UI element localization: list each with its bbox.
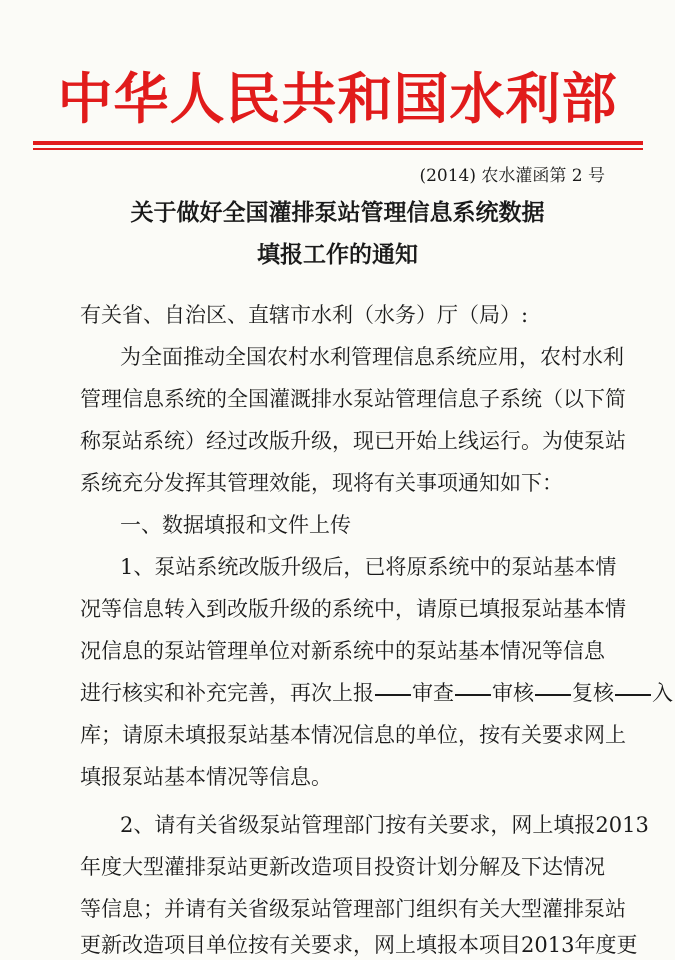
- paragraph-1-line-3: 称泵站系统）经过改版升级，现已开始上线运行。为使泵站: [80, 429, 626, 453]
- salutation: 有关省、自治区、直辖市水利（水务）厅（局）:: [80, 303, 529, 327]
- flow-step-recheck: 复核: [572, 681, 614, 705]
- notice-title-line-2: 填报工作的通知: [257, 241, 418, 268]
- item-2-line-2: 年度大型灌排泵站更新改造项目投资计划分解及下达情况: [80, 855, 605, 879]
- item-2-line-4: 更新改造项目单位按有关要求，网上填报本项目2013年度更: [80, 933, 638, 957]
- item-1-line-6: 填报泵站基本情况等信息。: [80, 765, 332, 789]
- paragraph-1-line-4: 系统充分发挥其管理效能，现将有关事项通知如下：: [80, 471, 563, 495]
- item-2-line-1: 2、请有关省级泵站管理部门按有关要求，网上填报2013: [120, 813, 649, 837]
- item-1-flow-prefix: 进行核实和补充完善，再次上报: [80, 681, 374, 705]
- section-1-heading: 一、数据填报和文件上传: [120, 513, 351, 537]
- paragraph-1-line-2: 管理信息系统的全国灌溉排水泵站管理信息子系统（以下简: [80, 387, 626, 411]
- flow-dash: [455, 694, 491, 696]
- flow-dash: [535, 694, 571, 696]
- flow-step-review: 审查: [412, 681, 454, 705]
- flow-dash: [375, 694, 411, 696]
- flow-dash: [615, 694, 651, 696]
- item-1-line-5: 库；请原未填报泵站基本情况信息的单位，按有关要求网上: [80, 723, 626, 747]
- notice-title-line-1: 关于做好全国灌排泵站管理信息系统数据: [130, 199, 545, 226]
- item-1-line-3: 况信息的泵站管理单位对新系统中的泵站基本情况等信息: [80, 639, 605, 663]
- paragraph-1-line-1: 为全面推动全国农村水利管理信息系统应用，农村水利: [120, 345, 624, 369]
- document-number: (2014) 农水灌函第 2 号: [419, 166, 605, 186]
- letterhead-rule-top: [33, 141, 643, 145]
- flow-step-enter: 入: [652, 681, 673, 705]
- item-2-line-3: 等信息；并请有关省级泵站管理部门组织有关大型灌排泵站: [80, 897, 626, 921]
- letterhead-rule-bottom: [33, 148, 643, 150]
- item-1-line-4: [80, 678, 673, 708]
- item-1-line-2: 况等信息转入到改版升级的系统中，请原已填报泵站基本情: [80, 597, 626, 621]
- letterhead-title: 中华人民共和国水利部: [57, 67, 618, 131]
- flow-step-audit: 审核: [492, 681, 534, 705]
- item-1-line-1: 1、泵站系统改版升级后，已将原系统中的泵站基本情: [120, 555, 617, 579]
